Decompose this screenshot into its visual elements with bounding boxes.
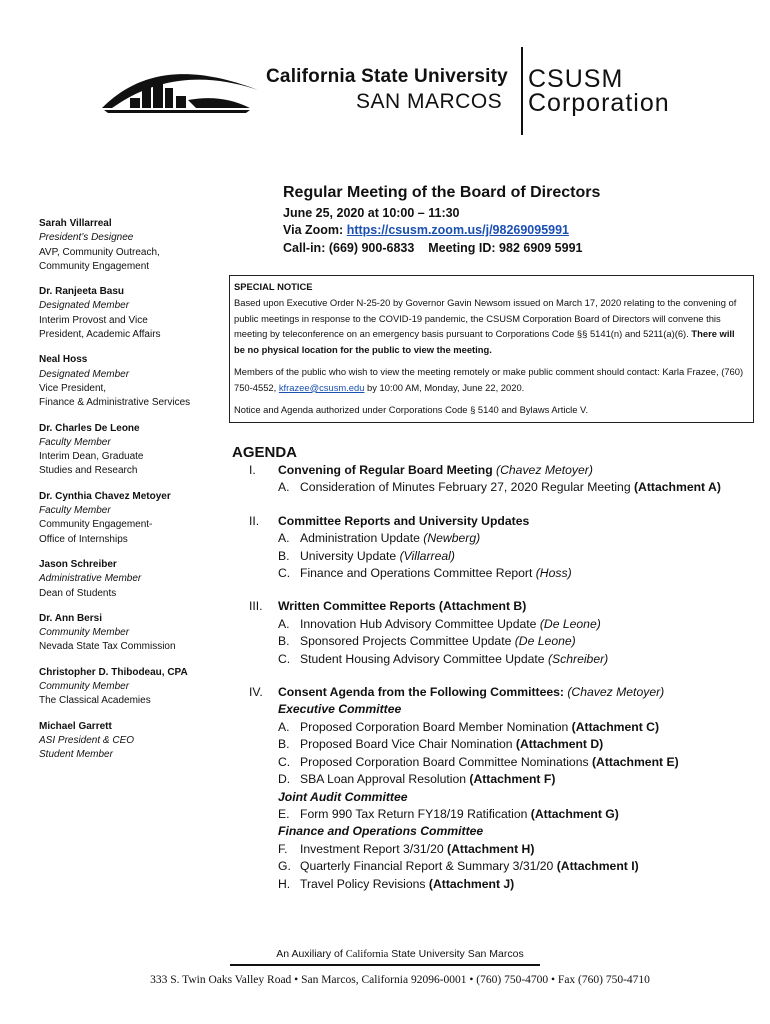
corporation-name-line1: CSUSM	[528, 65, 624, 93]
committee-subheading: Joint Audit Committee	[278, 789, 408, 804]
member-title: Dean of Students	[39, 587, 117, 599]
section-title: Consent Agenda from the Following Committees: (Chavez Metoyer)	[278, 685, 665, 700]
member-title: AVP, Community Outreach,	[39, 246, 160, 258]
agenda-item: F. Investment Report 3/31/20 (Attachment H)	[278, 841, 535, 856]
notice-paragraph-2	[234, 364, 747, 396]
footer-divider	[230, 964, 540, 966]
member-role: Community Member	[39, 627, 130, 639]
notice-paragraph-3: Notice and Agenda authorized under Corporations Code § 5140 and Bylaws Article V.	[234, 403, 589, 415]
footer-text: State University San Marcos	[391, 948, 524, 960]
agenda-item: H. Travel Policy Revisions (Attachment J)	[278, 876, 515, 891]
member-name: Dr. Ann Bersi	[39, 612, 102, 624]
member-title: Interim Provost and Vice	[39, 314, 148, 326]
member-name: Christopher D. Thibodeau, CPA	[39, 666, 188, 678]
member-name: Sarah Villarreal	[39, 218, 112, 229]
member-sarah-villarreal	[39, 217, 229, 274]
member-title: Community Engagement-	[39, 519, 153, 531]
member-name: Dr. Ranjeeta Basu	[39, 286, 125, 298]
special-notice-box	[229, 275, 754, 423]
agenda-heading: AGENDA	[232, 444, 298, 461]
member-name: Dr. Charles De Leone	[39, 422, 140, 434]
agenda-section-4	[232, 684, 762, 893]
meeting-id: Meeting ID: 982 6909 5991	[428, 241, 583, 255]
member-title: Vice President,	[39, 382, 107, 394]
member-title: Community Engagement	[39, 260, 150, 272]
member-role: Faculty Member	[39, 436, 111, 448]
agenda-item: B. Sponsored Projects Committee Update (De Leone)	[278, 634, 576, 649]
agenda-item: C. Finance and Operations Committee Report (Hoss)	[278, 566, 572, 581]
zoom-line	[283, 223, 569, 237]
special-notice-heading: SPECIAL NOTICE	[234, 281, 313, 292]
member-title: Studies and Research	[39, 465, 138, 477]
member-title: Finance & Administrative Services	[39, 397, 191, 409]
member-role: Student Member	[39, 749, 113, 761]
agenda-item: C. Student Housing Advisory Committee Update (Schreiber)	[278, 651, 609, 666]
member-role: Faculty Member	[39, 505, 111, 517]
section-number: IV.	[249, 685, 263, 700]
committee-subheading: Executive Committee	[278, 702, 402, 717]
agenda-item: G. Quarterly Financial Report & Summary 3/31/20 (Attachment I)	[278, 859, 639, 874]
agenda-item: A. Administration Update (Newberg)	[278, 531, 481, 546]
committee-subheading: Finance and Operations Committee	[278, 824, 484, 839]
notice-paragraph-1	[234, 295, 747, 358]
agenda-section-1	[232, 462, 762, 497]
footer-auxiliary-line	[0, 948, 770, 960]
member-role: Administrative Member	[39, 573, 142, 585]
member-role: Community Member	[39, 681, 130, 693]
callin-line	[283, 241, 582, 255]
zoom-label: Via Zoom:	[283, 223, 344, 237]
member-christopher-thibodeau	[39, 666, 229, 709]
agenda-list	[232, 462, 762, 909]
member-jason-schreiber	[39, 558, 229, 601]
zoom-link[interactable]: https://csusm.zoom.us/j/98269095991	[346, 223, 570, 237]
member-title: The Classical Academies	[39, 695, 151, 707]
callin-number: Call-in: (669) 900-6833	[283, 241, 415, 255]
notice-text: Members of the public who wish to view the meeting remotely or make public comment should contact: Karla Frazee, (760) 750-4552,	[234, 365, 744, 393]
agenda-item: E. Form 990 Tax Return FY18/19 Ratification (Attachment G)	[278, 806, 619, 821]
agenda-item: B. University Update (Villarreal)	[278, 548, 455, 563]
member-name: Dr. Cynthia Chavez Metoyer	[39, 490, 171, 502]
section-title: Written Committee Reports (Attachment B)	[278, 599, 527, 614]
member-ranjeeta-basu	[39, 285, 229, 342]
notice-text: Based upon Executive Order N-25-20 by Governor Gavin Newsom issued on March 17, 2020 relating to the convening of public meetings in response to the COVID-19 pandemic, the CSUSM Corporation Board of Directors will convene this meeting by teleconference on an emergency basis pursuant to Corporations Code §§ 5141(n) and 5211(a)(6).	[234, 296, 737, 340]
notice-text: by 10:00 AM, Monday, June 22, 2020.	[367, 381, 525, 393]
page-title: Regular Meeting of the Board of Directors	[283, 184, 601, 201]
agenda-item: D. SBA Loan Approval Resolution (Attachment F)	[278, 772, 556, 787]
member-role: ASI President & CEO	[39, 734, 135, 746]
agenda-item: A. Consideration of Minutes February 27, 2020 Regular Meeting (Attachment A)	[278, 480, 721, 495]
member-role: Designated Member	[39, 300, 130, 312]
member-title: Office of Internships	[39, 533, 128, 545]
contact-email-link[interactable]: kfrazee@csusm.edu	[278, 381, 365, 393]
section-title: Committee Reports and University Updates	[278, 513, 530, 528]
member-michael-garrett	[39, 720, 229, 763]
section-title: Convening of Regular Board Meeting (Chavez Metoyer)	[278, 463, 593, 477]
meeting-datetime: June 25, 2020 at 10:00 – 11:30	[283, 206, 460, 220]
csusm-logo-icon	[100, 64, 260, 116]
member-title: Nevada State Tax Commission	[39, 641, 176, 653]
footer-address: 333 S. Twin Oaks Valley Road • San Marcos, California 92096-0001 • (760) 750-4700 • Fax (760) 750-4710	[150, 974, 650, 986]
member-name: Michael Garrett	[39, 720, 112, 732]
agenda-section-2	[232, 513, 762, 583]
agenda-section-3	[232, 598, 762, 668]
section-number: I.	[249, 463, 256, 477]
member-role: President’s Designee	[39, 232, 134, 244]
section-number: III.	[249, 599, 263, 614]
agenda-item: A. Proposed Corporation Board Member Nomination (Attachment C)	[278, 719, 659, 734]
agenda-item: A. Innovation Hub Advisory Committee Update (De Leone)	[278, 616, 601, 631]
member-role: Designated Member	[39, 368, 130, 380]
agenda-item: B. Proposed Board Vice Chair Nomination (Attachment D)	[278, 737, 604, 752]
header-divider	[521, 47, 523, 135]
member-name: Neal Hoss	[39, 354, 88, 366]
member-name: Jason Schreiber	[39, 558, 117, 570]
footer-text: California	[345, 949, 389, 960]
university-name-line1: California State University	[266, 66, 508, 87]
member-ann-bersi	[39, 612, 229, 655]
agenda-item: C. Proposed Corporation Board Committee Nominations (Attachment E)	[278, 754, 679, 769]
member-title: Interim Dean, Graduate	[39, 451, 144, 463]
corporation-name-line2: Corporation	[528, 89, 670, 117]
member-neal-hoss	[39, 353, 229, 410]
section-number: II.	[249, 513, 260, 528]
board-members-sidebar	[39, 217, 229, 774]
university-name-line2: SAN MARCOS	[356, 90, 503, 113]
member-cynthia-chavez-metoyer	[39, 490, 229, 547]
member-charles-de-leone	[39, 422, 229, 479]
member-title: President, Academic Affairs	[39, 329, 161, 341]
footer-text: An Auxiliary of	[276, 948, 343, 960]
notice-emphasis: There will be no physical location for the public to view the meeting.	[234, 328, 735, 356]
